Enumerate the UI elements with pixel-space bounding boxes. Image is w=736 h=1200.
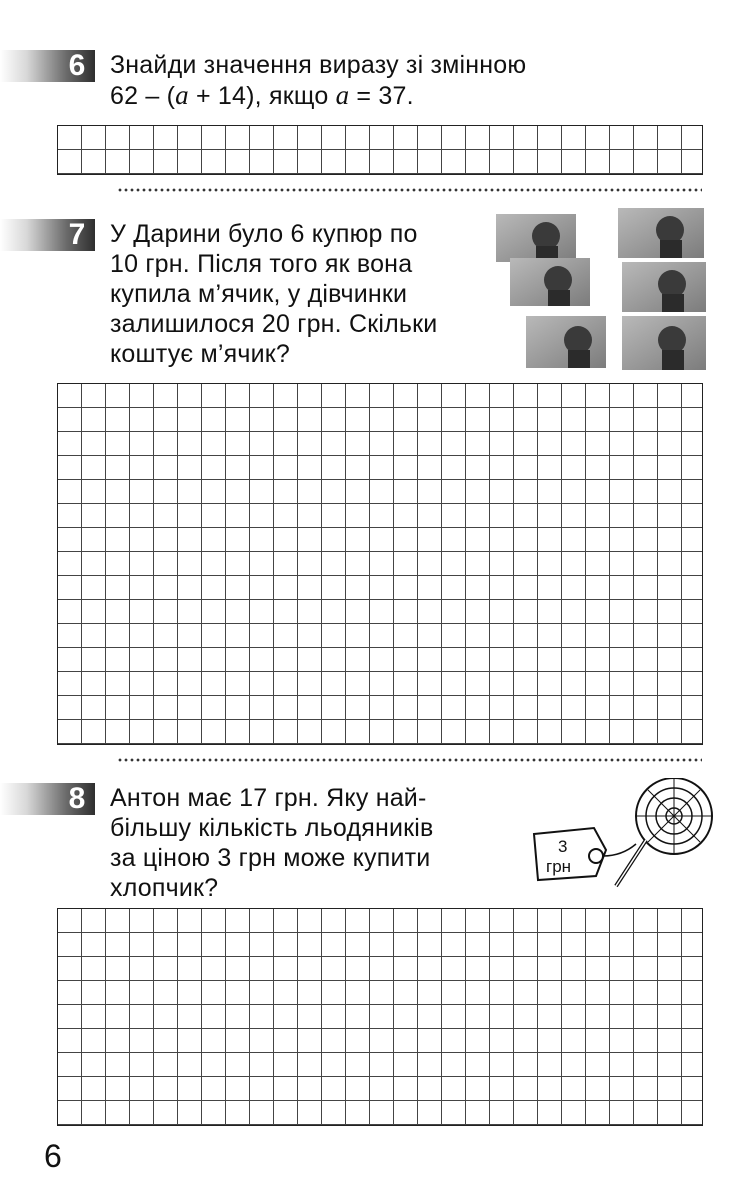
task-6-line-1: Знайди значення виразу зі змінною <box>110 51 527 79</box>
banknotes-illustration <box>486 206 708 376</box>
task-8-badge <box>0 783 95 815</box>
task-7-line-2: 10 грн. Після того як вона <box>110 250 413 278</box>
banknote <box>526 316 606 368</box>
banknote <box>622 262 706 312</box>
task-8-line-4: хлопчик? <box>110 874 219 902</box>
banknote <box>622 316 706 370</box>
task-7-line-1: У Дарини було 6 купюр по <box>110 220 418 248</box>
task-8-line-1: Антон має 17 грн. Яку най- <box>110 784 427 812</box>
task-7-badge <box>0 219 95 251</box>
task-7-line-5: коштує м’ячик? <box>110 340 291 368</box>
task-7-answer-grid[interactable] <box>57 383 703 745</box>
page-number: 6 <box>44 1138 62 1174</box>
task-6-badge <box>0 50 95 82</box>
task-6-answer-grid[interactable] <box>57 125 703 175</box>
task-7-line-4: залишилося 20 грн. Скільки <box>110 310 438 338</box>
task-8-line-2: більшу кількість льодяників <box>110 814 434 842</box>
task-7-line-3: купила м’ячик, у дівчинки <box>110 280 408 308</box>
task-8-answer-grid[interactable] <box>57 908 703 1126</box>
dotted-divider-2 <box>117 758 702 762</box>
task-6-number: 6 <box>68 49 86 82</box>
lollipop-illustration <box>524 778 714 898</box>
task-6-expression: 62 – (a + 14), якщо a = 37. <box>110 80 414 110</box>
banknote <box>510 258 590 306</box>
banknote <box>618 208 704 258</box>
task-6-text <box>110 50 526 111</box>
task-7-number: 7 <box>68 218 86 251</box>
dotted-divider-1 <box>117 188 702 192</box>
price-tag-amount: 3 <box>558 837 568 856</box>
task-8-number: 8 <box>68 782 86 815</box>
task-8-text <box>110 783 434 903</box>
price-tag-currency: грн <box>546 857 572 876</box>
banknote <box>496 214 576 262</box>
task-8-line-3: за ціною 3 грн може купити <box>110 844 431 872</box>
task-7-text <box>110 219 437 369</box>
